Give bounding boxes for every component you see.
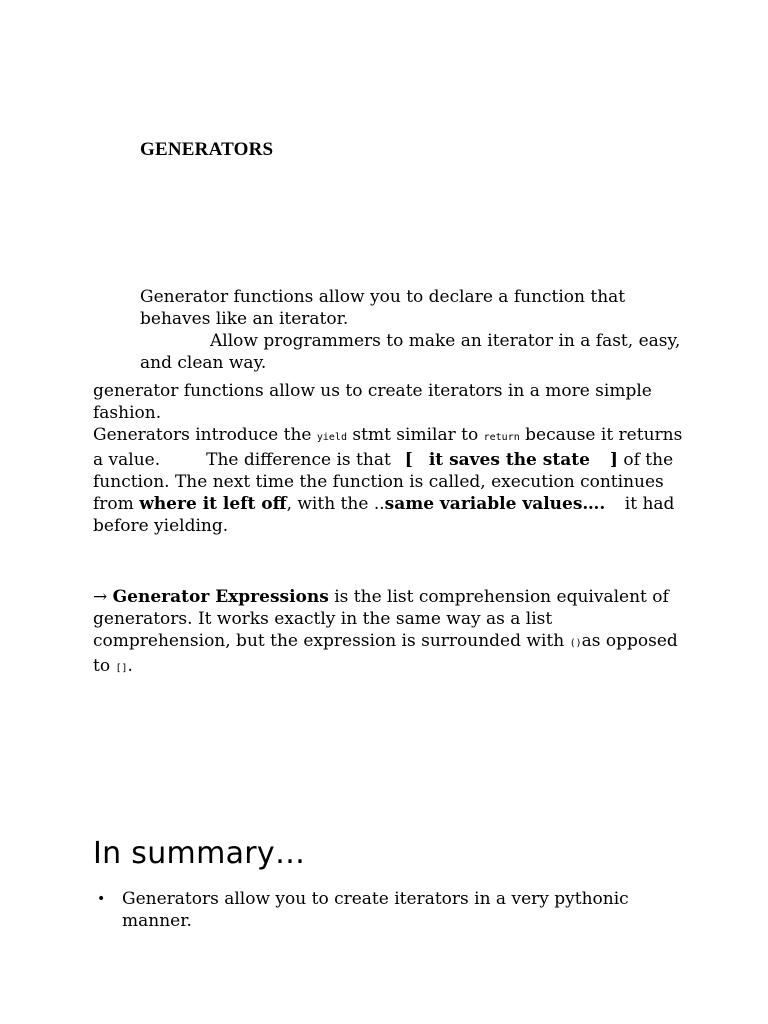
saves-state-emphasis: it saves the state (428, 450, 590, 470)
gen-expr-text-c: . (127, 656, 133, 676)
yield-keyword: yield (316, 432, 347, 443)
body-text-b: stmt similar to (352, 425, 479, 445)
body-sentence-1: generator functions allow us to create iterators in a more simple fashion. (93, 381, 652, 423)
arrow-icon: → (93, 587, 108, 607)
generator-expressions-term: Generator Expressions (112, 587, 329, 607)
body-text-f: , with the (286, 494, 369, 514)
list-item (93, 888, 673, 932)
brackets-code: [] (115, 663, 128, 674)
summary-heading: In summary… (93, 836, 306, 871)
body-text-c: because it returns a value. (93, 425, 683, 470)
same-values-emphasis: same variable values…. (384, 494, 606, 514)
generators-paragraph (93, 380, 693, 537)
body-text-g: it had before yielding. (93, 494, 675, 536)
bracket-open: [ (404, 450, 413, 470)
dots: .. (373, 494, 385, 514)
bullet-icon: • (97, 891, 106, 907)
page-title: GENERATORS (140, 139, 274, 160)
gen-expr-text-b: as opposed to (93, 631, 678, 676)
summary-list (93, 888, 673, 932)
parens-code: () (569, 638, 582, 649)
generator-expressions-paragraph (93, 586, 693, 680)
gen-expr-text-a: is the list comprehension equivalent of generators. It works exactly in the same way as a list comprehension, but the expression is surrounded with (93, 587, 669, 651)
intro-line-1: Generator functions allow you to declare a function that behaves like an iterator. (140, 287, 626, 329)
body-text-a: Generators introduce the (93, 425, 312, 445)
bracket-close: ] (609, 450, 618, 470)
intro-paragraph (140, 286, 700, 374)
left-off-emphasis: where it left off (139, 494, 287, 514)
return-keyword: return (483, 432, 520, 443)
body-text-e: of the function. The next time the function is called, execution continues from (93, 450, 674, 514)
body-text-d: The difference is that (206, 450, 391, 470)
list-item-text: Generators allow you to create iterators in a very pythonic manner. (122, 889, 629, 931)
intro-line-2: Allow programmers to make an iterator in a fast, easy, and clean way. (140, 331, 681, 373)
